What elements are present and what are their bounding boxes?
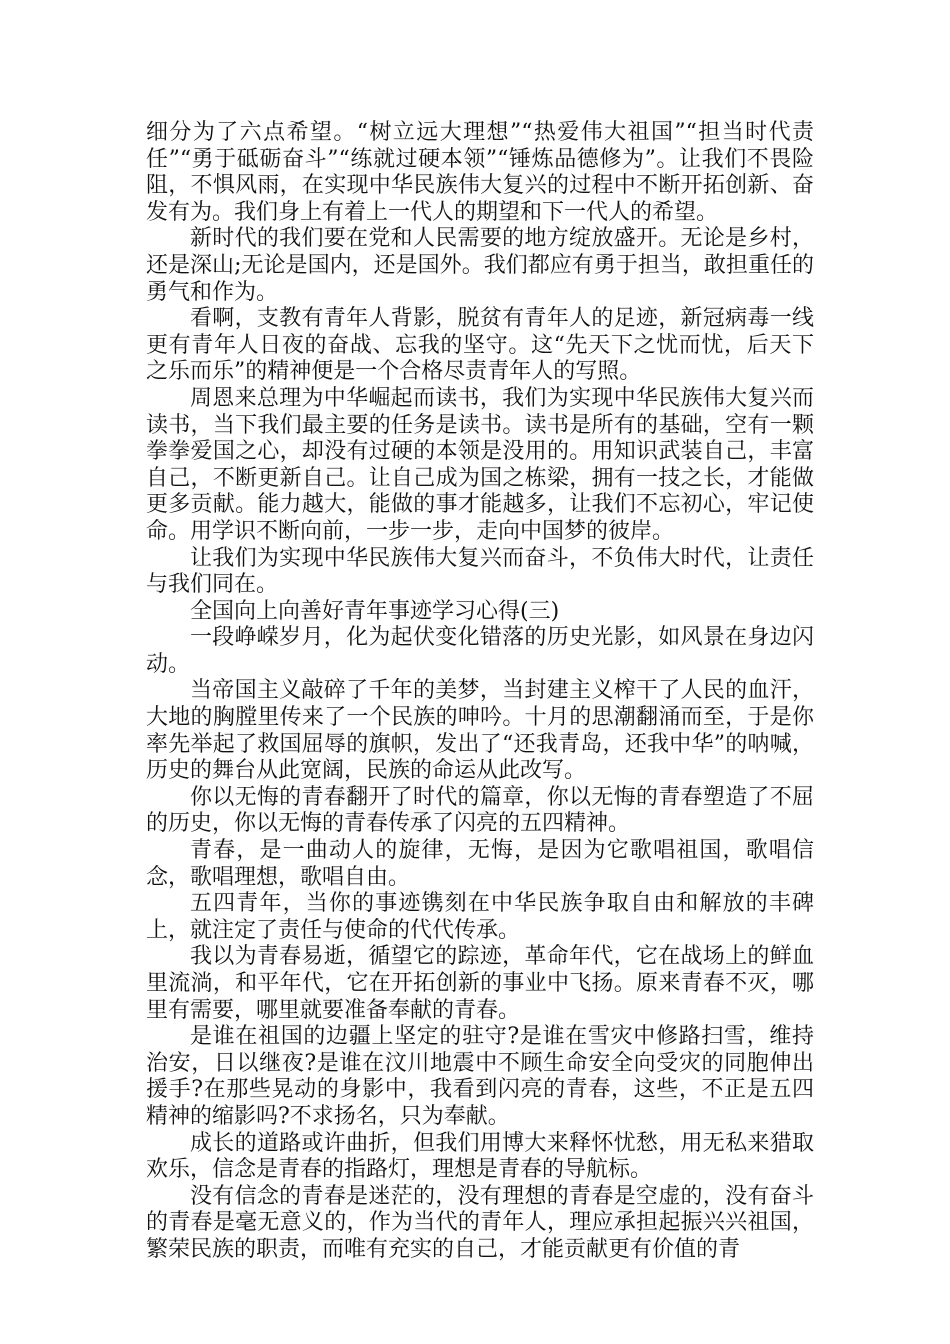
paragraph: 五四青年，当你的事迹镌刻在中华民族争取自由和解放的丰碑上，就注定了责任与使命的代代传承。: [146, 891, 814, 943]
paragraph: 让我们为实现中华民族伟大复兴而奋斗，不负伟大时代，让责任与我们同在。: [146, 545, 814, 598]
paragraph: 青春，是一曲动人的旋律，无悔，是因为它歌唱祖国，歌唱信念，歌唱理想，歌唱自由。: [146, 838, 814, 890]
document-body: [146, 120, 814, 1264]
section-heading: 全国向上向善好青年事迹学习心得(三): [190, 598, 560, 624]
paragraph: 看啊，支教有青年人背影，脱贫有青年人的足迹，新冠病毒一线更有青年人日夜的奋战、忘我的坚守。这“先天下之忧而忧，后天下之乐而乐”的精神便是一个合格尽责青年人的写照。: [146, 306, 814, 385]
paragraph: 细分为了六点希望。“树立远大理想”“热爱伟大祖国”“担当时代责任”“勇于砥砺奋斗”“练就过硬本领”“锤炼品德修为”。让我们不畏险阻，不惧风雨，在实现中华民族伟大复兴的过程中不断开拓创新、奋发有为。我们身上有着上一代人的期望和下一代人的希望。: [146, 120, 814, 225]
paragraph: 新时代的我们要在党和人民需要的地方绽放盛开。无论是乡村，还是深山;无论是国内，还是国外。我们都应有勇于担当，敢担重任的勇气和作为。: [146, 226, 814, 305]
paragraph: 当帝国主义敲碎了千年的美梦，当封建主义榨干了人民的血汗，大地的胸膛里传来了一个民族的呻吟。十月的思潮翻涌而至，于是你率先举起了救国屈辱的旗帜，发出了“还我青岛，还我中华”的呐喊，历史的舞台从此宽阔，民族的命运从此改写。: [146, 678, 814, 784]
paragraph: 周恩来总理为中华崛起而读书，我们为实现中华民族伟大复兴而读书，当下我们最主要的任务是读书。读书是所有的基础，空有一颗拳拳爱国之心，却没有过硬的本领是没用的。用知识武装自己，丰富自己，不断更新自己。让自己成为国之栋梁，拥有一技之长，才能做更多贡献。能力越大，能做的事才能越多，让我们不忘初心，牢记使命。用学识不断向前，一步一步，走向中国梦的彼岸。: [146, 385, 814, 544]
paragraph: 一段峥嵘岁月，化为起伏变化错落的历史光影，如风景在身边闪动。: [146, 625, 814, 677]
paragraph: 是谁在祖国的边疆上坚定的驻守?是谁在雪灾中修路扫雪，维持治安，日以继夜?是谁在汶川地震中不顾生命安全向受灾的同胞伸出援手?在那些晃动的身影中，我看到闪亮的青春，这些，不正是五四精神的缩影吗?不求扬名，只为奉献。: [146, 1024, 814, 1129]
paragraph: 我以为青春易逝，循望它的踪迹，革命年代，它在战场上的鲜血里流淌，和平年代，它在开拓创新的事业中飞扬。原来青春不灭，哪里有需要，哪里就要准备奉献的青春。: [146, 944, 814, 1023]
paragraph: 成长的道路或许曲折，但我们用博大来释怀忧愁，用无私来猎取欢乐，信念是青春的指路灯，理想是青春的导航标。: [146, 1130, 814, 1183]
paragraph: 你以无悔的青春翻开了时代的篇章，你以无悔的青春塑造了不屈的历史，你以无悔的青春传承了闪亮的五四精神。: [146, 784, 814, 837]
paragraph: 没有信念的青春是迷茫的，没有理想的青春是空虚的，没有奋斗的青春是毫无意义的，作为当代的青年人，理应承担起振兴兴祖国，繁荣民族的职责，而唯有充实的自己，才能贡献更有价值的青: [146, 1183, 814, 1262]
